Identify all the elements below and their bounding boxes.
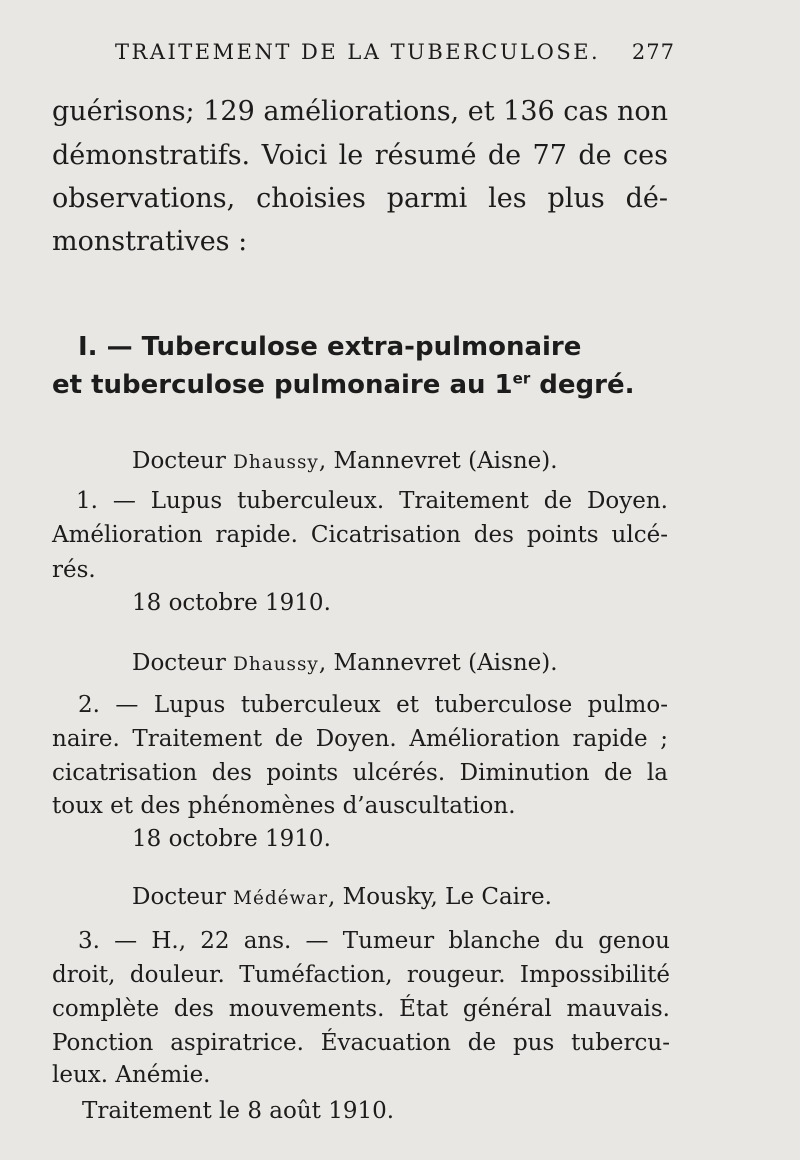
case-1-date: 18 octobre 1910. [132, 590, 331, 616]
case-1-line-3: rés. [52, 557, 96, 583]
section-heading-line-2: et tuberculose pulmonaire au 1er degré. [52, 369, 635, 400]
case-2-date: 18 octobre 1910. [132, 826, 331, 852]
intro-line-1: guérisons; 129 améliorations, et 136 cas non [52, 96, 668, 127]
case-2-line-3: cicatrisation des points ulcérés. Diminution de la [52, 760, 668, 786]
intro-line-2: démonstratifs. Voici le résumé de 77 de ces [52, 140, 668, 171]
case-1-line-1: 1. — Lupus tuberculeux. Traitement de Doyen. [76, 488, 668, 514]
running-title: TRAITEMENT DE LA TUBERCULOSE. [115, 40, 601, 64]
page-number: 277 [631, 40, 675, 64]
case-2-doctor: Docteur Dhaussy, Mannevret (Aisne). [132, 650, 558, 676]
case-2-line-1: 2. — Lupus tuberculeux et tuberculose pulmo- [78, 692, 668, 718]
case-3-line-1: 3. — H., 22 ans. — Tumeur blanche du genou [78, 928, 670, 954]
case-3-date: Traitement le 8 août 1910. [82, 1098, 395, 1124]
case-2-line-2: naire. Traitement de Doyen. Amélioration rapide ; [52, 726, 668, 752]
case-1-doctor: Docteur Dhaussy, Mannevret (Aisne). [132, 448, 558, 474]
intro-line-4: monstratives : [52, 226, 248, 257]
case-1-line-2: Amélioration rapide. Cicatrisation des points ulcé- [52, 522, 668, 548]
running-header [115, 40, 675, 64]
case-3-line-2: droit, douleur. Tuméfaction, rougeur. Impossibilité [52, 962, 670, 988]
case-3-doctor: Docteur Médéwar, Mousky, Le Caire. [132, 884, 552, 910]
case-3-line-3: complète des mouvements. État général mauvais. [52, 996, 670, 1022]
case-3-line-4: Ponction aspiratrice. Évacuation de pus tubercu- [52, 1030, 670, 1056]
case-2-line-4: toux et des phénomènes d’auscultation. [52, 793, 516, 819]
case-3-line-5: leux. Anémie. [52, 1062, 211, 1088]
intro-line-3: observations, choisies parmi les plus dé- [52, 183, 668, 214]
section-heading-line-1: I. — Tuberculose extra-pulmonaire [78, 332, 582, 362]
